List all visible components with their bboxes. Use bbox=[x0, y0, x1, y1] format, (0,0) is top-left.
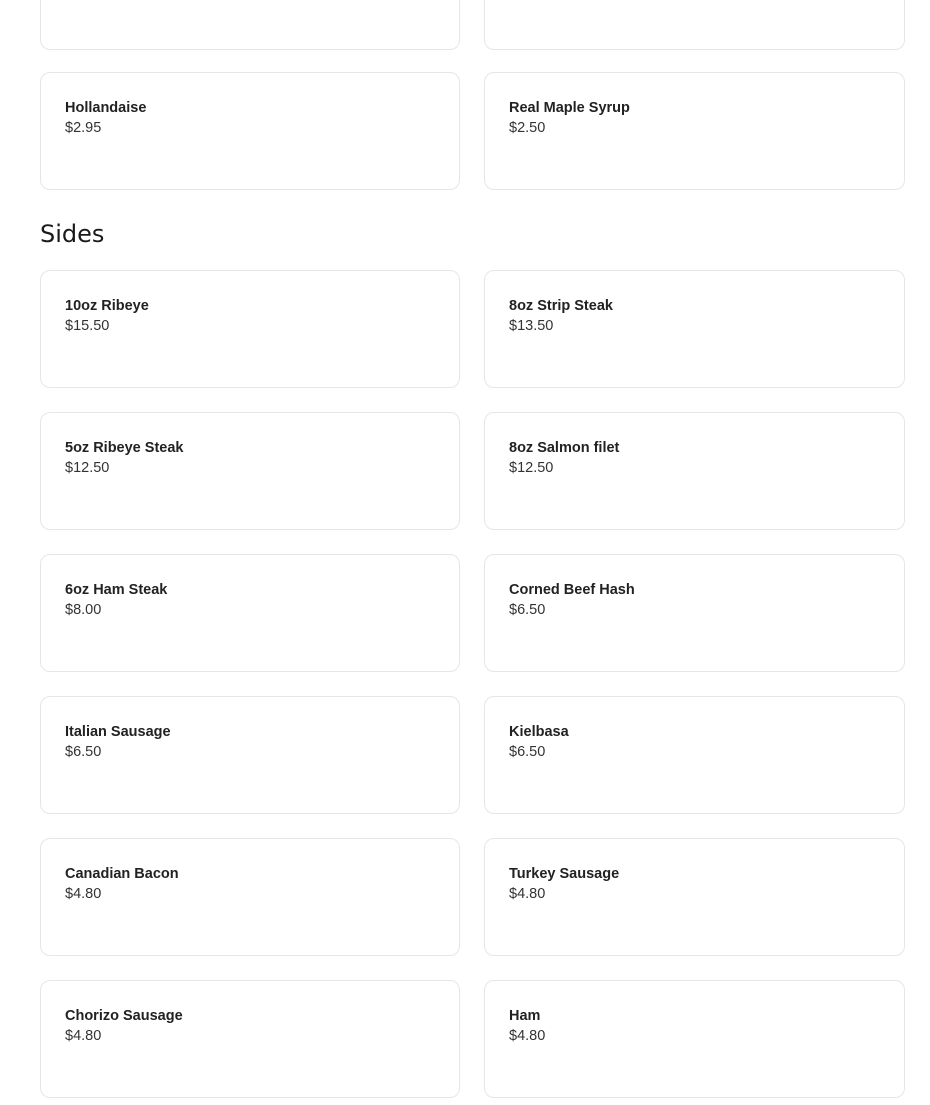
menu-item-italian-sausage[interactable] bbox=[40, 696, 460, 814]
item-price: $8.00 bbox=[65, 602, 102, 618]
menu-item-8oz-strip-steak[interactable] bbox=[484, 270, 905, 388]
sides-grid bbox=[40, 270, 905, 1098]
menu-item-card[interactable] bbox=[40, 0, 460, 50]
menu-item-real-maple-syrup[interactable] bbox=[484, 72, 905, 190]
menu-item-turkey-sausage[interactable] bbox=[484, 838, 905, 956]
item-price: $4.80 bbox=[65, 886, 102, 902]
menu-item-ham[interactable] bbox=[484, 980, 905, 1098]
menu-item-chorizo-sausage[interactable] bbox=[40, 980, 460, 1098]
item-price: $4.80 bbox=[65, 1028, 102, 1044]
item-name: 6oz Ham Steak bbox=[65, 582, 168, 598]
item-name: Chorizo Sausage bbox=[65, 1008, 183, 1024]
item-name: Kielbasa bbox=[509, 724, 569, 740]
menu-item-card[interactable] bbox=[484, 0, 905, 50]
item-price: $2.50 bbox=[509, 120, 546, 136]
item-price: $12.50 bbox=[65, 460, 110, 476]
item-name: Ham bbox=[509, 1008, 541, 1024]
item-name: Turkey Sausage bbox=[509, 866, 620, 882]
item-name: Real Maple Syrup bbox=[509, 100, 630, 116]
item-name: Canadian Bacon bbox=[65, 866, 179, 882]
item-price: $6.50 bbox=[509, 602, 546, 618]
menu-item-hollandaise[interactable] bbox=[40, 72, 460, 190]
sauces-grid bbox=[40, 72, 905, 190]
item-name: 10oz Ribeye bbox=[65, 298, 149, 314]
item-name: 8oz Salmon filet bbox=[509, 440, 620, 456]
item-price: $4.80 bbox=[509, 1028, 546, 1044]
item-price: $12.50 bbox=[509, 460, 554, 476]
section-title-sides: Sides bbox=[40, 220, 105, 248]
menu-item-5oz-ribeye-steak[interactable] bbox=[40, 412, 460, 530]
item-price: $15.50 bbox=[65, 318, 110, 334]
menu-item-canadian-bacon[interactable] bbox=[40, 838, 460, 956]
item-name: 5oz Ribeye Steak bbox=[65, 440, 184, 456]
previous-items-grid bbox=[40, 0, 905, 50]
item-name: Italian Sausage bbox=[65, 724, 171, 740]
item-price: $6.50 bbox=[65, 744, 102, 760]
menu-item-kielbasa[interactable] bbox=[484, 696, 905, 814]
menu-item-10oz-ribeye[interactable] bbox=[40, 270, 460, 388]
item-price: $13.50 bbox=[509, 318, 554, 334]
item-name: Corned Beef Hash bbox=[509, 582, 635, 598]
item-name: Hollandaise bbox=[65, 100, 147, 116]
menu-item-corned-beef-hash[interactable] bbox=[484, 554, 905, 672]
menu-item-8oz-salmon-filet[interactable] bbox=[484, 412, 905, 530]
item-name: 8oz Strip Steak bbox=[509, 298, 613, 314]
menu-item-6oz-ham-steak[interactable] bbox=[40, 554, 460, 672]
item-price: $2.95 bbox=[65, 120, 102, 136]
item-price: $6.50 bbox=[509, 744, 546, 760]
item-price: $4.80 bbox=[509, 886, 546, 902]
